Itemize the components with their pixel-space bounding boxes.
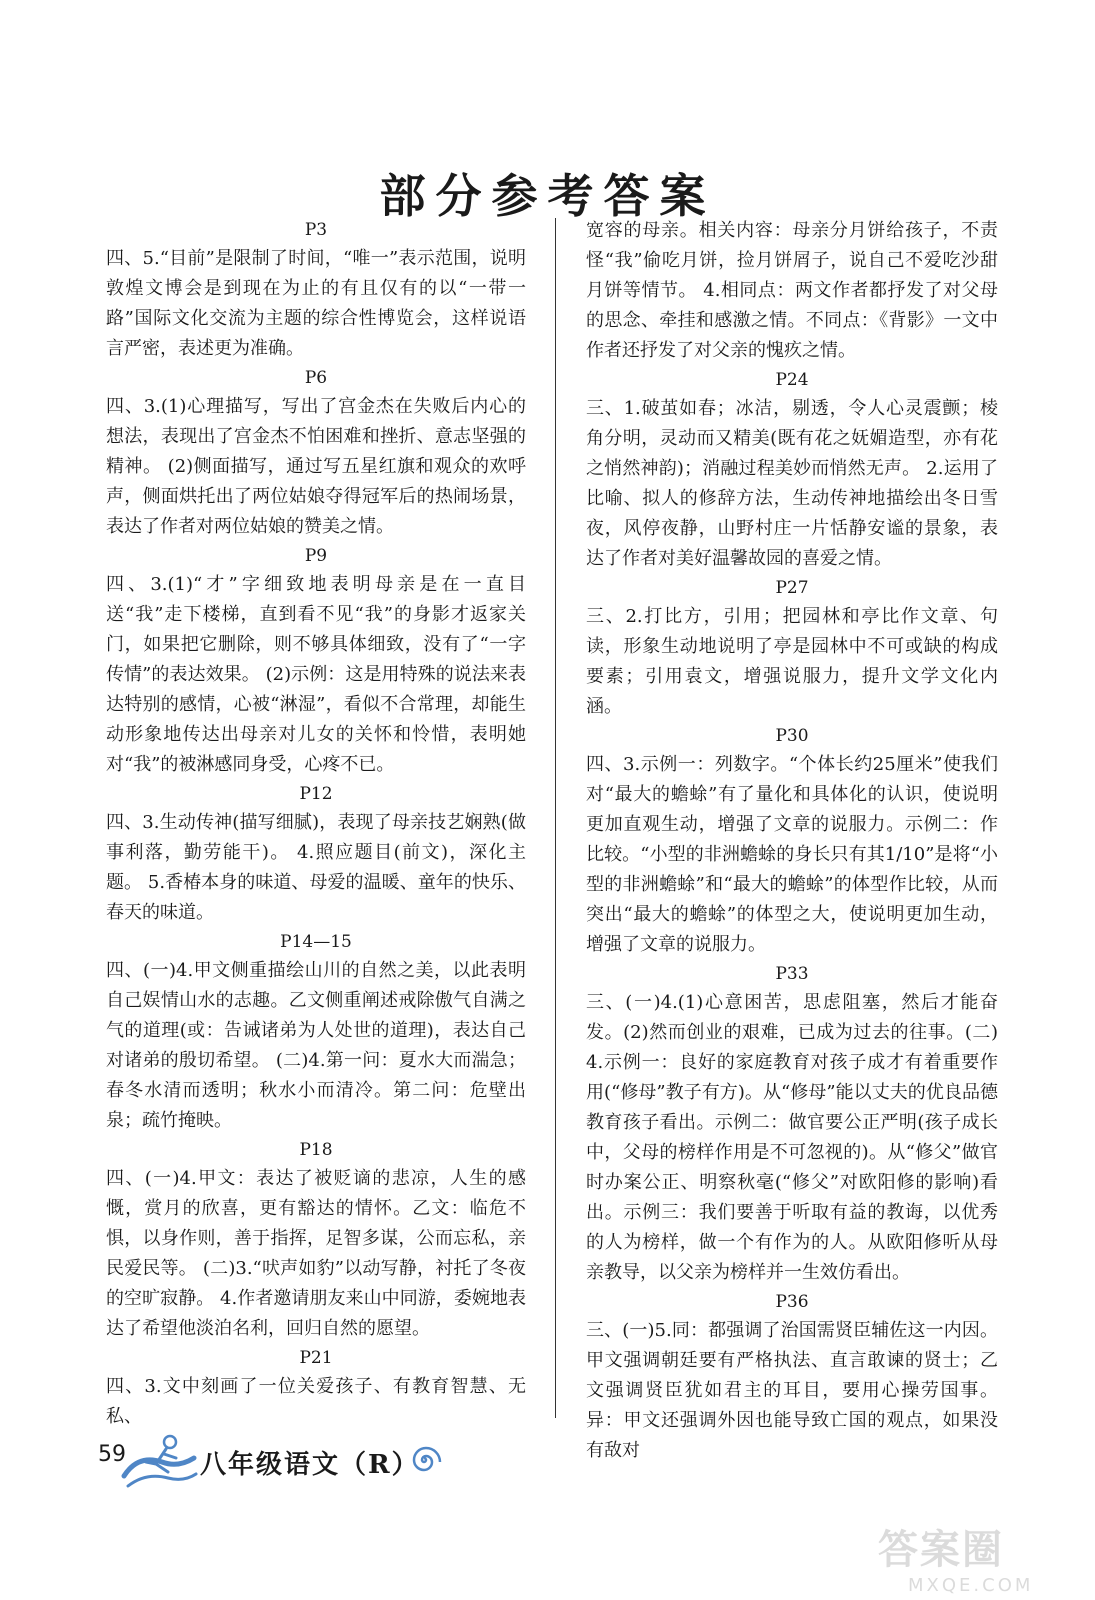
site-watermark [878,1518,1078,1596]
page-title: 部分参考答案 [379,169,716,223]
section-text: 四、(一)4.甲文侧重描绘山川的自然之美，以此表明自己娱情山水的志趣。乙文侧重阐述戒除傲气自满之气的道理(或：告诫诸弟为人处世的道理)，表达自己对诸弟的殷切希望。 (二)4.第一问：夏水大而湍急；春冬水清而透明；秋水小而清冷。第二问：危壁出泉；疏竹掩映。 [106,960,526,1131]
section-text: 宽容的母亲。相关内容：母亲分月饼给孩子，不责怪“我”偷吃月饼，捡月饼屑子，说自己不爱吃沙甜月饼等情节。 4.相同点：两文作者都抒发了对父母的思念、牵挂和感激之情。不同点：《背影》一文中作者还抒发了对父亲的愧疚之情。 [586,220,998,361]
answer-section [106,928,526,1136]
answer-section [106,364,526,542]
answer-section [586,960,998,1288]
section-text: 四、3.(1)心理描写，写出了宫金杰在失败后内心的想法，表现出了宫金杰不怕困难和挫折、意志坚强的精神。 (2)侧面描写，通过写五星红旗和观众的欢呼声，侧面烘托出了两位姑娘夺得冠军后的热闹场景，表达了作者对两位姑娘的赞美之情。 [106,396,526,537]
section-page-label: P24 [775,370,809,390]
runner-logo-icon [118,1432,200,1492]
answer-section [106,216,526,364]
answer-section [106,1344,526,1432]
section-page-label: P14—15 [280,932,352,952]
section-page-label: P12 [299,784,333,804]
watermark-url: MXQE.COM [908,1575,1034,1596]
page-number: 59 [98,1442,126,1467]
answer-section [586,722,998,960]
section-text: 三、2.打比方，引用；把园林和亭比作文章、句读，形象生动地说明了亭是园林中不可或缺的构成要素；引用袁文，增强说服力，提升文学文化内涵。 [586,606,998,717]
answer-section [106,542,526,780]
book-subject: 八年级语文（R） [200,1450,420,1480]
section-page-label: P6 [304,368,328,388]
section-page-label: P9 [304,546,328,566]
answer-section [586,1288,998,1466]
right-column [586,216,998,1466]
section-text: 四、5.“目前”是限制了时间，“唯一”表示范围，说明敦煌文博会是到现在为止的有且仅有的以“一带一路”国际文化交流为主题的综合性博览会，这样说语言严密，表述更为准确。 [106,248,526,359]
answer-section [106,780,526,928]
section-text: 三、(一)5.同：都强调了治国需贤臣辅佐这一内因。甲文强调朝廷要有严格执法、直言敢谏的贤士；乙文强调贤臣犹如君主的耳目，要用心操劳国事。异：甲文还强调外因也能导致亡国的观点，如果没有敌对 [586,1320,998,1461]
left-column [106,216,526,1432]
section-text: 四、3.(1)“才”字细致地表明母亲是在一直目送“我”走下楼梯，直到看不见“我”的身影才返家关门，如果把它删除，则不够具体细致，没有了“一字传情”的表达效果。 (2)示例：这是用特殊的说法来表达特别的感情，心被“淋湿”，看似不合常理，却能生动形象地传达出母亲对儿女的关怀和怜惜，表明她对“我”的被淋感同身受，心疼不已。 [106,574,526,775]
section-text: 四、3.示例一：列数字。“个体长约25厘米”使我们对“最大的蟾蜍”有了量化和具体化的认识，使说明更加直观生动，增强了文章的说服力。示例二：作比较。“小型的非洲蟾蜍的身长只有其1/10”是将“小型的非洲蟾蜍”和“最大的蟾蜍”的体型作比较，从而突出“最大的蟾蜍”的体型之大，使说明更加生动，增强了文章的说服力。 [586,754,998,955]
answer-section [586,216,998,366]
section-page-label: P33 [775,964,809,984]
section-text: 三、(一)4.(1)心意困苦，思虑阻塞，然后才能奋发。(2)然而创业的艰难，已成为过去的往事。(二)4.示例一：良好的家庭教育对孩子成才有着重要作用(“修母”教子有方)。从“修母”能以丈夫的优良品德教育孩子看出。示例二：做官要公正严明(孩子成长中，父母的榜样作用是不可忽视的)。从“修父”做官时办案公正、明察秋毫(“修父”对欧阳修的影响)看出。示例三：我们要善于听取有益的教诲，以优秀的人为榜样，做一个有作为的人。从欧阳修听从母亲教导，以父亲为榜样并一生效仿看出。 [586,992,998,1283]
section-text: 三、1.破茧如春；冰洁，剔透，令人心灵震颤；棱角分明，灵动而又精美(既有花之妩媚造型，亦有花之悄然神韵)；消融过程美妙而悄然无声。 2.运用了比喻、拟人的修辞方法，生动传神地描绘出冬日雪夜，风停夜静，山野村庄一片恬静安谧的景象，表达了作者对美好温馨故园的喜爱之情。 [586,398,998,569]
section-page-label: P30 [775,726,809,746]
answer-section [106,1136,526,1344]
section-page-label: P27 [775,578,809,598]
answer-section [586,366,998,574]
spiral-icon [406,1442,442,1478]
section-page-label: P36 [775,1292,809,1312]
section-text: 四、3.文中刻画了一位关爱孩子、有教育智慧、无私、 [106,1376,526,1427]
section-page-label: P18 [299,1140,333,1160]
section-text: 四、3.生动传神(描写细腻)，表现了母亲技艺娴熟(做事利落，勤劳能干)。 4.照应题目(前文)，深化主题。 5.香椿本身的味道、母爱的温暖、童年的快乐、春天的味道。 [106,812,526,923]
answer-section [586,574,998,722]
section-text: 四、(一)4.甲文：表达了被贬谪的悲凉，人生的感慨，赏月的欣喜，更有豁达的情怀。乙文：临危不惧，以身作则，善于指挥，足智多谋，公而忘私，亲民爱民等。 (二)3.“吠声如豹”以动写静，衬托了冬夜的空旷寂静。 4.作者邀请朋友来山中同游，委婉地表达了希望他淡泊名利，回归自然的愿望。 [106,1168,526,1339]
column-divider [555,218,556,1418]
section-page-label: P3 [304,220,328,240]
watermark-text: 答案圈 [878,1527,1004,1573]
page-footer [96,1432,456,1492]
section-page-label: P21 [299,1348,333,1368]
